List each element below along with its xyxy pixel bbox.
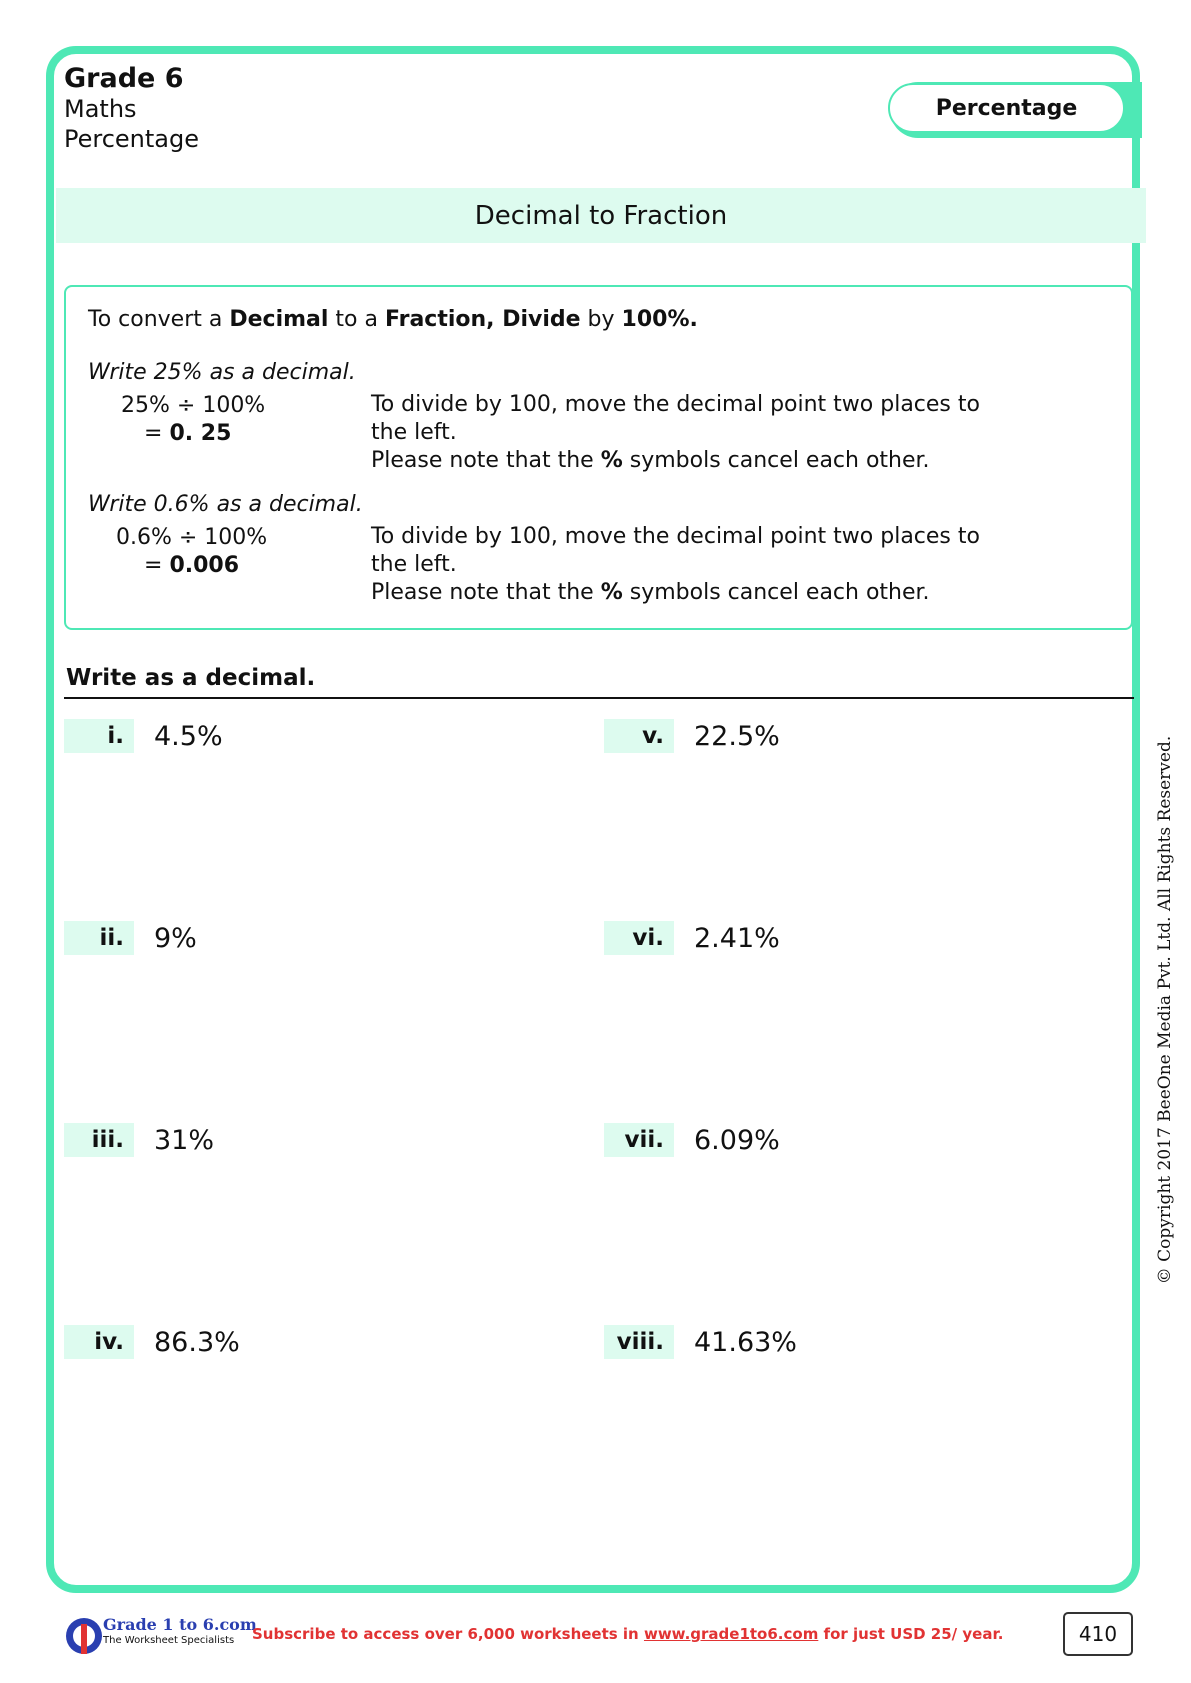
question-number: i. bbox=[64, 719, 134, 753]
question-number: iv. bbox=[64, 1325, 134, 1359]
example-1-prompt: Write 25% as a decimal. bbox=[88, 360, 356, 385]
example-2-calc: 0.6% ÷ 100% bbox=[116, 525, 268, 550]
section-heading: Write as a decimal. bbox=[66, 665, 316, 691]
question-number: viii. bbox=[604, 1325, 674, 1359]
subscribe-banner bbox=[252, 1625, 1003, 1643]
question-number: ii. bbox=[64, 921, 134, 955]
question-number: vi. bbox=[604, 921, 674, 955]
subscribe-text: Subscribe to access over 6,000 worksheets in bbox=[252, 1625, 644, 1643]
section-divider bbox=[64, 697, 1134, 699]
brand-name[interactable]: Grade 1 to 6.com bbox=[103, 1615, 257, 1634]
worksheet-title: Decimal to Fraction bbox=[56, 188, 1146, 243]
explanation-line: Please note that the % symbols cancel each other. bbox=[371, 580, 930, 605]
question-item bbox=[604, 719, 780, 753]
intro-text: To convert a bbox=[88, 307, 230, 332]
question-number: vii. bbox=[604, 1123, 674, 1157]
explanation-line: To divide by 100, move the decimal point two places to the left. bbox=[371, 392, 980, 445]
intro-line bbox=[88, 307, 698, 332]
question-item bbox=[64, 921, 197, 955]
grade-label: Grade 6 bbox=[64, 63, 184, 94]
question-item bbox=[604, 921, 780, 955]
question-item bbox=[604, 1123, 780, 1157]
example-1-answer: = 0. 25 bbox=[144, 421, 232, 446]
question-number: iii. bbox=[64, 1123, 134, 1157]
website-link[interactable]: www.grade1to6.com bbox=[643, 1625, 819, 1643]
question-value: 86.3% bbox=[154, 1326, 240, 1358]
instruction-box bbox=[64, 285, 1133, 630]
subject-label: Maths bbox=[64, 95, 137, 123]
intro-text: by bbox=[580, 307, 622, 332]
example-1-calc: 25% ÷ 100% bbox=[121, 393, 266, 418]
topic-tag: Percentage bbox=[888, 83, 1125, 133]
page-number: 410 bbox=[1063, 1612, 1133, 1656]
question-value: 4.5% bbox=[154, 720, 223, 752]
topic-label: Percentage bbox=[64, 125, 200, 153]
page-frame bbox=[46, 46, 1140, 1593]
header-info bbox=[64, 64, 199, 154]
question-value: 2.41% bbox=[694, 922, 780, 954]
explanation-line: Please note that the % symbols cancel each other. bbox=[371, 448, 930, 473]
question-item bbox=[64, 1123, 214, 1157]
question-number: v. bbox=[604, 719, 674, 753]
question-value: 9% bbox=[154, 922, 197, 954]
copyright-notice: © Copyright 2017 BeeOne Media Pvt. Ltd. All Rights Reserved. bbox=[1155, 735, 1175, 1285]
intro-bold-decimal: Decimal bbox=[229, 307, 329, 332]
example-2-answer: = 0.006 bbox=[144, 553, 240, 578]
example-2-prompt: Write 0.6% as a decimal. bbox=[88, 492, 363, 517]
question-item bbox=[64, 719, 223, 753]
explanation-line: To divide by 100, move the decimal point two places to the left. bbox=[371, 524, 980, 577]
intro-bold-fraction: Fraction, Divide bbox=[384, 307, 581, 332]
example-2-explanation bbox=[371, 523, 991, 607]
brand-tagline: The Worksheet Specialists bbox=[103, 1635, 235, 1646]
question-value: 22.5% bbox=[694, 720, 780, 752]
question-value: 41.63% bbox=[694, 1326, 797, 1358]
question-value: 6.09% bbox=[694, 1124, 780, 1156]
brand-logo-icon bbox=[64, 1616, 104, 1656]
example-1-explanation bbox=[371, 391, 991, 475]
intro-bold-percent: 100%. bbox=[621, 307, 698, 332]
question-item bbox=[604, 1325, 797, 1359]
question-item bbox=[64, 1325, 240, 1359]
question-value: 31% bbox=[154, 1124, 215, 1156]
intro-text: to a bbox=[328, 307, 385, 332]
subscribe-text: for just USD 25/ year. bbox=[818, 1625, 1004, 1643]
